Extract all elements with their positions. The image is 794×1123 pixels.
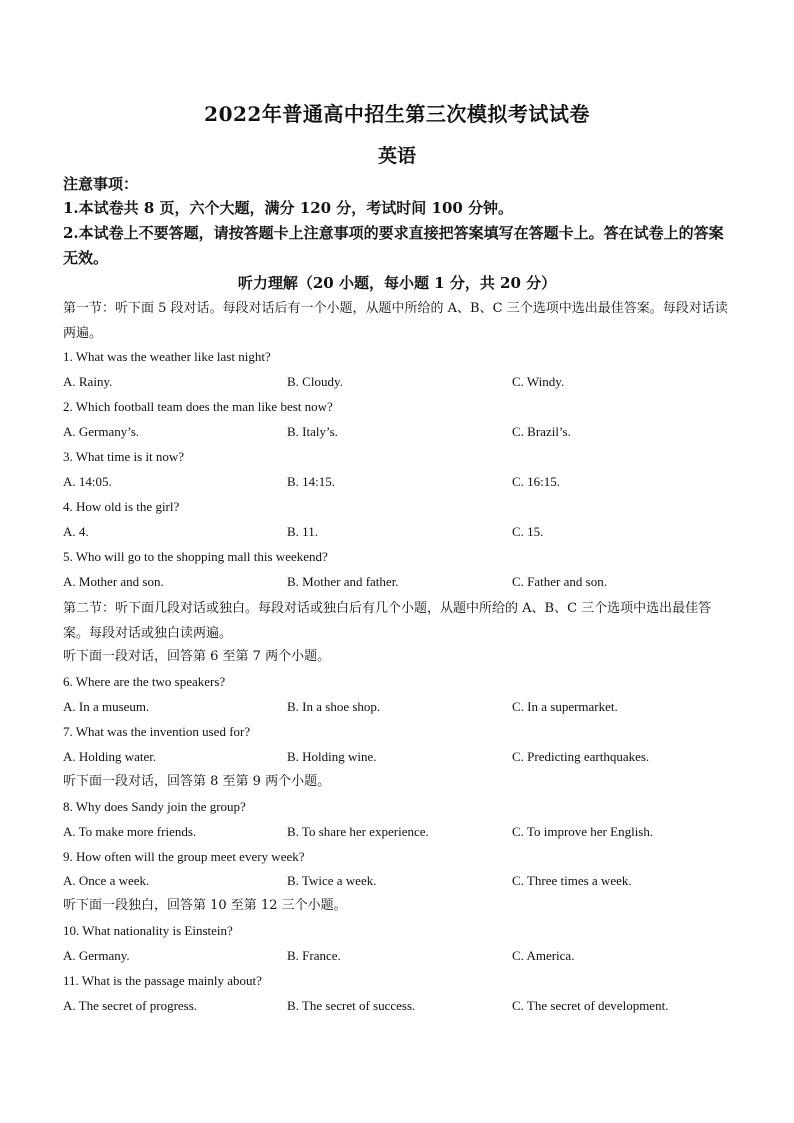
q2-option-a: A. Germany’s. (63, 424, 140, 439)
notes-item-2: 2.本试卷上不要答题，请按答题卡上注意事项的要求直接把答案填写在答题卡上。答在试卷上的答案无效。 (63, 224, 724, 267)
q7-option-b: B. Holding wine. (287, 749, 377, 764)
q9-option-a: A. Once a week. (63, 873, 150, 888)
q11-option-b: B. The secret of success. (287, 998, 416, 1013)
lead-10-12: 听下面一段独白，回答第 10 至第 12 三个小题。 (63, 898, 347, 913)
q7-option-a: A. Holding water. (63, 749, 157, 764)
question-8: 8. Why does Sandy join the group? (63, 799, 246, 814)
q4-option-b: B. 11. (287, 524, 318, 539)
q3-option-b: B. 14:15. (287, 474, 336, 489)
question-10: 10. What nationality is Einstein? (63, 923, 233, 938)
q3-option-a: A. 14:05. (63, 474, 112, 489)
question-4: 4. How old is the girl? (63, 499, 180, 514)
notes-item-1: 1.本试卷共 8 页，六个大题，满分 120 分，考试时间 100 分钟。 (63, 199, 514, 217)
q1-option-b: B. Cloudy. (287, 374, 343, 389)
notes-heading: 注意事项： (63, 175, 139, 193)
q11-option-a: A. The secret of progress. (63, 998, 198, 1013)
lead-8-9: 听下面一段对话，回答第 8 至第 9 两个小题。 (63, 774, 331, 789)
question-1: 1. What was the weather like last night? (63, 349, 271, 364)
question-11: 11. What is the passage mainly about? (63, 973, 262, 988)
q1-option-c: C. Windy. (512, 374, 565, 389)
q10-option-b: B. France. (287, 948, 341, 963)
q10-option-c: C. America. (512, 948, 575, 963)
q2-option-c: C. Brazil’s. (512, 424, 571, 439)
q2-option-b: B. Italy’s. (287, 424, 338, 439)
part1-instructions: 第一节：听下面 5 段对话。每段对话后有一个小题，从题中所给的 A、B、C 三个选项中选出最佳答案。每段对话读两遍。 (63, 301, 728, 341)
q5-option-b: B. Mother and father. (287, 574, 399, 589)
question-3: 3. What time is it now? (63, 449, 185, 464)
question-5: 5. Who will go to the shopping mall this weekend? (63, 549, 328, 564)
question-6: 6. Where are the two speakers? (63, 674, 226, 689)
part2-instructions: 第二节：听下面几段对话或独白。每段对话或独白后有几个小题，从题中所给的 A、B、C 三个选项中选出最佳答案。每段对话或独白读两遍。 (63, 601, 712, 641)
q9-option-c: C. Three times a week. (512, 873, 632, 888)
q9-option-b: B. Twice a week. (287, 873, 377, 888)
q7-option-c: C. Predicting earthquakes. (512, 749, 650, 764)
q6-option-b: B. In a shoe shop. (287, 699, 381, 714)
q1-option-a: A. Rainy. (63, 374, 113, 389)
lead-6-7: 听下面一段对话，回答第 6 至第 7 两个小题。 (63, 649, 331, 664)
q5-option-a: A. Mother and son. (63, 574, 164, 589)
q6-option-c: C. In a supermarket. (512, 699, 618, 714)
q8-option-a: A. To make more friends. (63, 824, 197, 839)
q4-option-c: C. 15. (512, 524, 544, 539)
q8-option-b: B. To share her experience. (287, 824, 429, 839)
q10-option-a: A. Germany. (63, 948, 130, 963)
q3-option-c: C. 16:15. (512, 474, 561, 489)
listening-heading: 听力理解（20 小题，每小题 1 分，共 20 分） (237, 274, 557, 292)
question-9: 9. How often will the group meet every week? (63, 849, 305, 864)
subject-title: 英语 (377, 145, 416, 167)
exam-title: 2022年普通高中招生第三次模拟考试试卷 (204, 102, 590, 126)
q4-option-a: A. 4. (63, 524, 89, 539)
question-2: 2. Which football team does the man like best now? (63, 399, 333, 414)
q5-option-c: C. Father and son. (512, 574, 607, 589)
q8-option-c: C. To improve her English. (512, 824, 654, 839)
question-7: 7. What was the invention used for? (63, 724, 251, 739)
q6-option-a: A. In a museum. (63, 699, 150, 714)
q11-option-c: C. The secret of development. (512, 998, 669, 1013)
